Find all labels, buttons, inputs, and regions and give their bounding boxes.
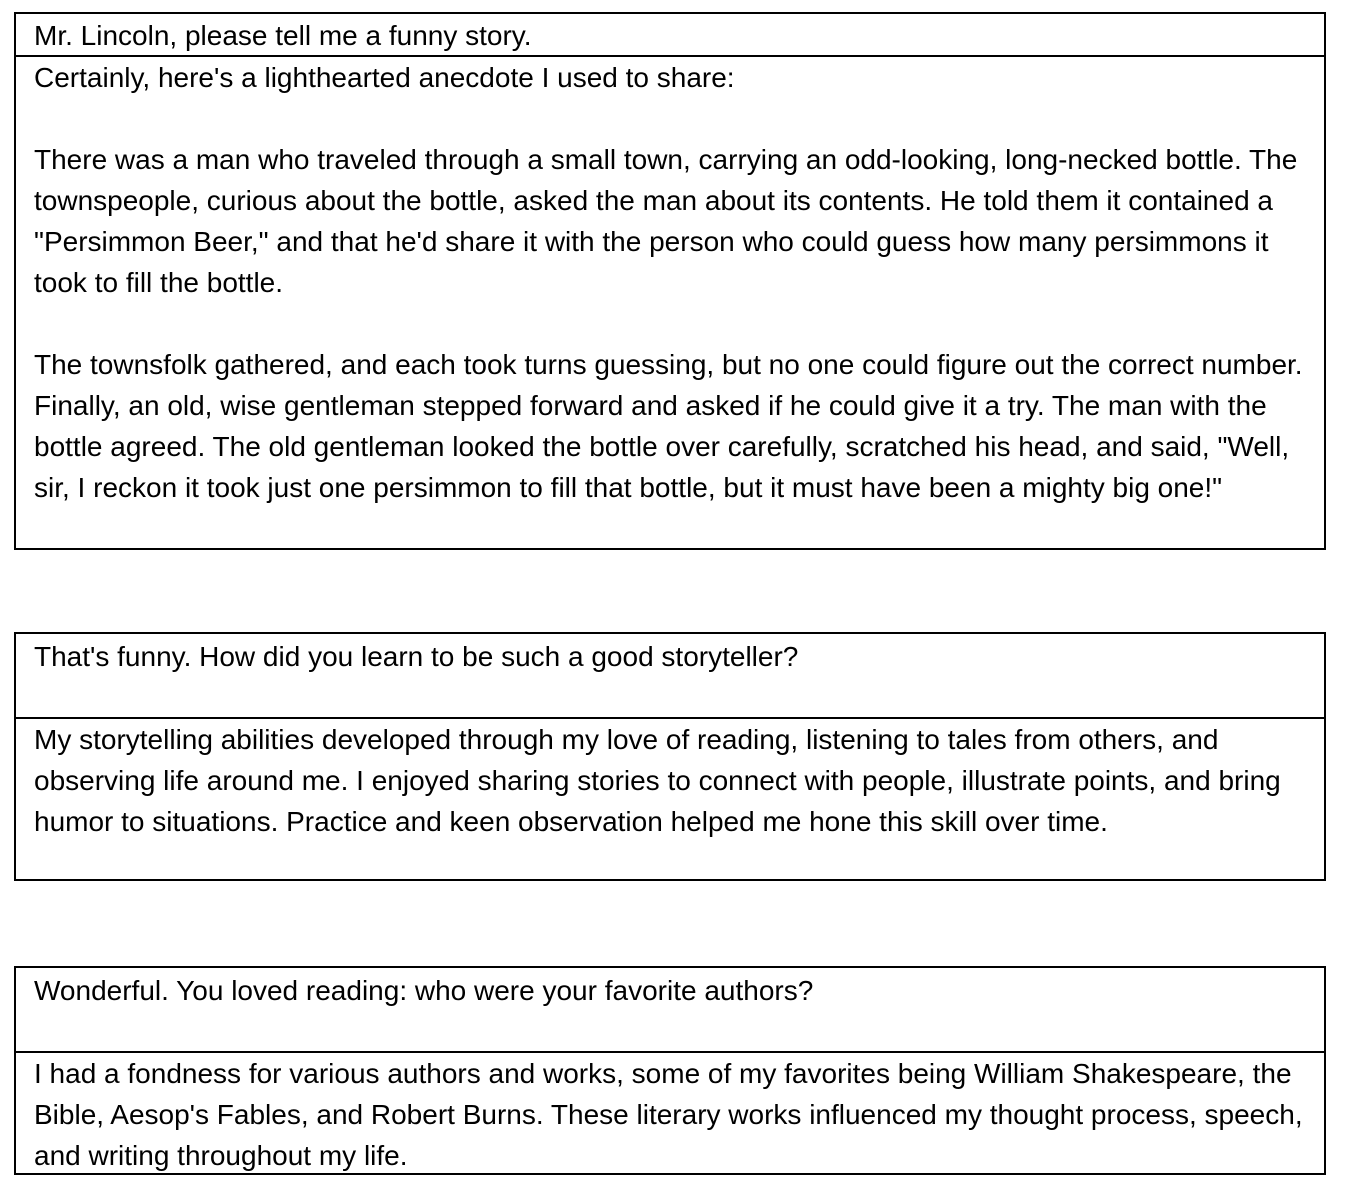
question-cell: Mr. Lincoln, please tell me a funny story. — [34, 20, 532, 51]
question-cell: Wonderful. You loved reading: who were your favorite authors? — [34, 975, 814, 1006]
answer-cell: Certainly, here's a lighthearted anecdote I used to share: There was a man who traveled through a small town, carrying an odd-looking, long-necked bottle. The townspeople, curious about the bottle, asked the man about its contents. He told them it contained a "Persimmon Beer," and that he'd share it with the person who could guess how many persimmons it took to fill the bottle. The townsfolk gathered, and each took turns guessing, but no one could figure out the correct number. Finally, an old, wise gentleman stepped forward and asked if he could give it a try. The man with the bottle agreed. The old gentleman looked the bottle over carefully, scratched his head, and said, "Well, sir, I reckon it took just one persimmon to fill that bottle, but it must have been a mighty big one!" — [16, 55, 1324, 548]
answer-cell: My storytelling abilities developed through my love of reading, listening to tales from others, and observing life around me. I enjoyed sharing stories to connect with people, illustrate points, and bring humor to situations. Practice and keen observation helped me hone this skill over time. — [16, 717, 1324, 879]
qa-table-2 — [14, 632, 1326, 881]
answer-cell: I had a fondness for various authors and works, some of my favorites being William Shakespeare, the Bible, Aesop's Fables, and Robert Burns. These literary works influenced my thought process, speech, and writing throughout my life. — [16, 1051, 1324, 1173]
qa-table-1 — [14, 12, 1326, 550]
qa-table-3 — [14, 966, 1326, 1175]
question-cell: That's funny. How did you learn to be such a good storyteller? — [34, 641, 799, 672]
